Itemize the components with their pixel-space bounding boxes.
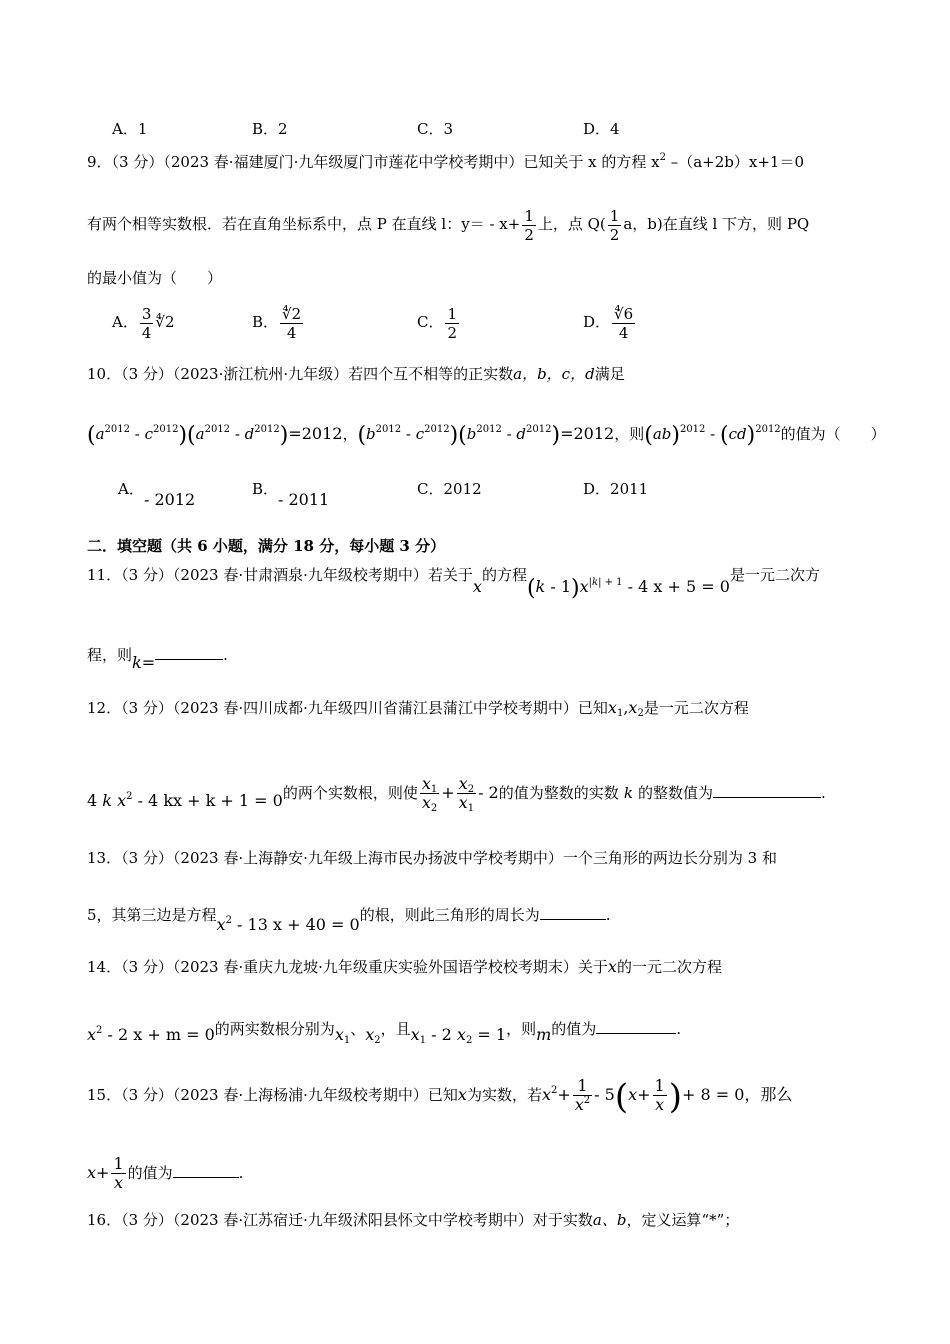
q10-option-b-label: B．	[252, 480, 279, 498]
q10-option-b: - 2011	[278, 490, 330, 509]
q15-line2: x+ $\frac{1}{x}$ 的值为 .	[87, 1154, 244, 1192]
q9-stem-line1: 9．（3 分）（2023 春·福建厦门·九年级厦门市莲花中学校考期中）已知关于 x 的方程 $x^2$ –（a+2b）x+1＝0	[87, 152, 804, 171]
q13-stem: 13．（3 分）（2023 春·上海静安·九年级上海市民办扬波中学校考期中）一个三角形的两边长分别为 3 和	[87, 849, 777, 867]
q16-stem: 16．（3 分）（2023 春·江苏宿迁·九年级沭阳县怀文中学校考期中）对于实数a、b，定义运算“*”；	[87, 1211, 740, 1229]
q11-stem: 11．（3 分）（2023 春·甘肃酒泉·九年级校考期中）若关于x的方程$(k - 1)x^{|k| + 1} - 4$ x + 5 = 0是一元二次方	[87, 566, 820, 601]
section-header-fill-in: 二．填空题（共 6 小题，满分 18 分，每小题 3 分）	[87, 537, 446, 555]
q9-option-d: D． $\frac{∜6}{4}$	[583, 304, 634, 342]
q10-equations: $(a^{2012} - c^{2012})(a^{2012} - d^{2012})=2012$，$(b^{2012} - c^{2012})(b^{2012} - d^{2012})=2012$，则(ab)$^{2012}$ - (cd)$^{2012}$的值为（ ）	[87, 423, 886, 448]
q10-option-c: C．2012	[417, 480, 482, 498]
q9-stem-line2: 有两个相等实数根．若在直角坐标系中，点 P 在直线 l：y＝ - x+ $\frac{1}{2}$ 上，点 Q( $\frac{1}{2}$ a，b)在直线 l 下方，则 PQ	[87, 206, 810, 244]
q9-option-a: A． $\frac{3}{4}$ ∜2	[112, 304, 175, 342]
q12-equation: 4 k $x^2 - 4$ kx + k + 1 = 0的两个实数根，则使 $\frac{x_1}{x_2}$ + $\frac{x_2}{x_1}$ - 2的值为整数的实数 k 的整数值为 .	[87, 774, 826, 814]
q9-stem-line3: 的最小值为（ ）	[87, 269, 223, 287]
q10-option-a: - 2012	[144, 490, 196, 509]
q8-option-c: C．3	[417, 120, 454, 138]
q8-option-b: B．2	[252, 120, 288, 138]
q14-line2: $x^2 - 2$ x + m = 0的两实数根分别为$x_1$、$x_2$，且$x_1 - 2$ $x_2 = 1$，则m的值为 .	[87, 1020, 682, 1046]
q10-stem: 10．（3 分）（2023·浙江杭州·九年级）若四个互不相等的正实数a，b，c，d满足	[87, 365, 625, 383]
q10-option-d: D．2011	[583, 480, 649, 498]
q13-line2: 5，其第三边是方程$x^2 - 13$ x + 40 = 0的根，则此三角形的周长为 .	[87, 906, 611, 934]
q12-stem: 12．（3 分）（2023 春·四川成都·九年级四川省蒲江县蒲江中学校考期中）已知$x_1,x_2$是一元二次方程	[87, 698, 749, 719]
q9-option-b: B． $\frac{∜2}{4}$	[252, 304, 302, 342]
q15-stem: 15．（3 分）（2023 春·上海杨浦·九年级校考期中）已知x为实数，若$x^2+$ $\frac{1}{x^2}$ - 5(x+ $\frac{1}{x}$ )+ 8 = 0，那么	[87, 1076, 793, 1117]
q9-option-c: C． $\frac{1}{2}$	[417, 304, 458, 342]
q10-option-a-label: A．	[118, 480, 144, 498]
q14-stem: 14．（3 分）（2023 春·重庆九龙坡·九年级重庆实验外国语学校校考期末）关于x的一元二次方程	[87, 957, 722, 976]
q8-option-a: A．1	[112, 120, 148, 138]
q8-option-d: D．4	[583, 120, 620, 138]
q11-line2: 程，则k= .	[87, 646, 228, 672]
